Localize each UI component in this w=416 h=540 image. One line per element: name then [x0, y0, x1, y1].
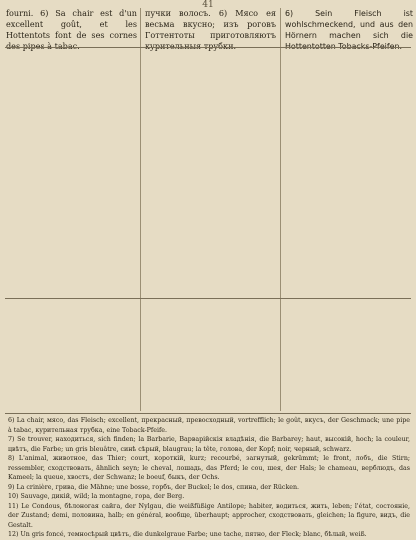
- footnote-11: 11) Le Condous, бѣлоногая сайга, der Nylgau, die weißfüßige Antilope; habiter, водиться, жить, leben; l'état, состояніе, der Zustand; demi, половина, halb; en général, вообще, überhaupt; approcher, сходствовать, gleichen; la figure, видъ, die Gestalt.: [8, 502, 410, 529]
- footnote-9: 9) La crinière, грива, die Mähne; une bosse, горбъ, der Buckel; le dos, спина, der Rücken.: [8, 483, 300, 491]
- russian-top-text: пучки волосъ. 6) Мясо ея весьма вкусно; изъ роговъ Готтентоты приготовляютъ: [145, 8, 276, 41]
- french-column: [6, 8, 137, 52]
- footnote-10: 10) Sauvage, дикій, wild; la montagne, гора, der Berg.: [8, 493, 185, 500]
- footnote-12: 12) Un gris foncé, темносѣрый цвѣтъ, die dunkelgraue Farbe; une tache, пятно, der Fleck; blanc, бѣлый, weiß.: [8, 531, 367, 538]
- column-divider-right: [280, 8, 281, 411]
- footnotes-rule: [5, 413, 411, 414]
- footnote-7: 7) Se trouver, находиться, sich finden; la Barbarie, Варварійскія владѣнія, die Barbarey; haut, высокій, hoch; la couleur, цвѣтъ, die Farbe; un gris bleuâtre, синѣ сѣрый, blaugrau; la tête, голова, der Kopf; noir, черный, schwarz.: [8, 436, 410, 453]
- footnote-6: 6) La chair, мясо, das Fleisch; excellent, прекрасный, превосходный, vortrefflich; le goût, вкусъ, der Geschmack; une pipe à tabac, курительная трубка, eine Toback-Pfeife.: [8, 417, 410, 434]
- german-top-text: 6) Sein Fleisch ist wohlschmeckend, und aus den Hörnern machen sich die: [285, 9, 413, 41]
- page-number: 41: [202, 0, 214, 10]
- french-top-text: fourni. 6) Sa chair est d'un excellent goût, et les Hottentots font de ses cornes: [6, 8, 137, 41]
- section2-top-rule: [5, 298, 411, 299]
- section1-top-rule: [5, 47, 411, 48]
- footnotes: [8, 416, 410, 540]
- column-divider-left: [140, 8, 141, 411]
- german-column: [285, 8, 413, 52]
- footnote-8: 8) L'animal, животное, das Thier; court, короткій, kurz; recourbé, загнутый, gekrümmt; le front, лобъ, die Stirn; ressembler, сходствовать, ähnlich seyn; le cheval, лошадь, das Pferd; le cou, шея, der Hals; le chameau, верблюдъ, das Kameel; la queue, хвостъ, der Schwanz; le boeuf, быкъ, der Ochs.: [8, 455, 410, 481]
- russian-column: [145, 8, 276, 52]
